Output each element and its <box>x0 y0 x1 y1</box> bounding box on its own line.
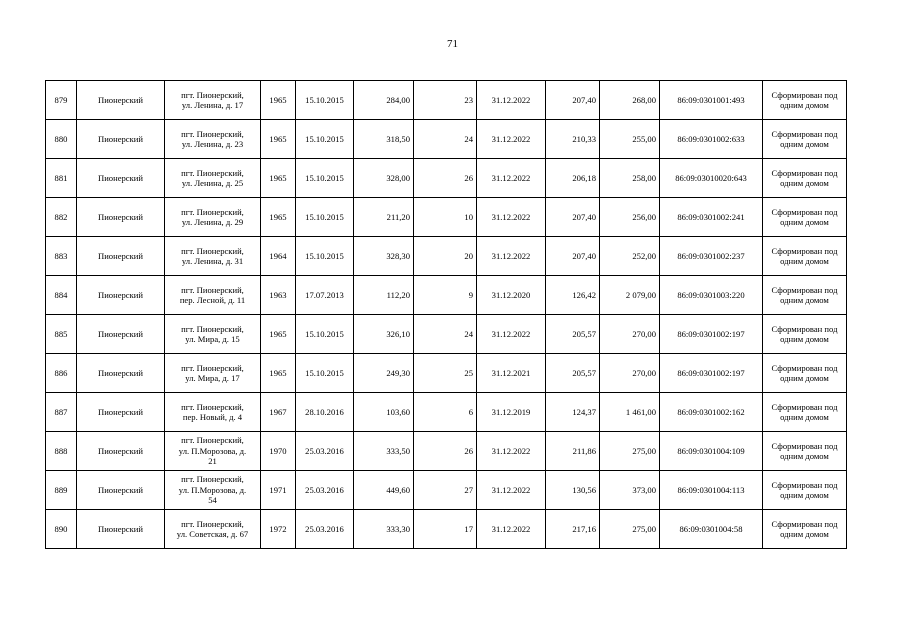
address-line: пгт. Пионерский, <box>181 435 244 446</box>
address-cell <box>165 393 261 432</box>
area-cell: 449,60 <box>354 471 414 510</box>
cadastral-number-cell: 86:09:0301001:493 <box>660 81 763 120</box>
cadastral-number-cell: 86:09:0301002:162 <box>660 393 763 432</box>
settlement-cell: Пионерский <box>77 81 165 120</box>
cadastral-number-cell: 86:09:0301004:58 <box>660 510 763 549</box>
settlement-cell: Пионерский <box>77 198 165 237</box>
deadline-cell: 31.12.2019 <box>477 393 546 432</box>
settlement-cell: Пионерский <box>77 393 165 432</box>
decision-date-cell: 25.03.2016 <box>296 510 354 549</box>
decision-date-cell: 25.03.2016 <box>296 432 354 471</box>
row-number-cell: 888 <box>46 432 77 471</box>
decision-date-cell: 15.10.2015 <box>296 198 354 237</box>
land-status-cell: Сформирован под одним домом <box>763 198 847 237</box>
table-row <box>46 120 847 159</box>
cost-cell: 130,56 <box>546 471 600 510</box>
table-row <box>46 315 847 354</box>
cost-cell: 206,18 <box>546 159 600 198</box>
build-year-cell: 1970 <box>261 432 296 471</box>
residents-cell: 23 <box>414 81 477 120</box>
land-value-cell: 268,00 <box>600 81 660 120</box>
cadastral-number-cell: 86:09:0301004:113 <box>660 471 763 510</box>
area-cell: 284,00 <box>354 81 414 120</box>
address-line: пгт. Пионерский, <box>181 245 244 256</box>
address-cell <box>165 432 261 471</box>
deadline-cell: 31.12.2022 <box>477 81 546 120</box>
address-line: пгт. Пионерский, <box>181 284 244 295</box>
decision-date-cell: 28.10.2016 <box>296 393 354 432</box>
row-number-cell: 886 <box>46 354 77 393</box>
settlement-cell: Пионерский <box>77 471 165 510</box>
registry-body <box>46 81 847 549</box>
build-year-cell: 1963 <box>261 276 296 315</box>
land-status-cell: Сформирован под одним домом <box>763 276 847 315</box>
row-number-cell: 884 <box>46 276 77 315</box>
deadline-cell: 31.12.2022 <box>477 432 546 471</box>
land-status-cell: Сформирован под одним домом <box>763 471 847 510</box>
settlement-cell: Пионерский <box>77 237 165 276</box>
land-status-cell: Сформирован под одним домом <box>763 510 847 549</box>
cost-cell: 210,33 <box>546 120 600 159</box>
settlement-cell: Пионерский <box>77 354 165 393</box>
area-cell: 328,30 <box>354 237 414 276</box>
table-row <box>46 432 847 471</box>
land-value-cell: 275,00 <box>600 432 660 471</box>
land-value-cell: 270,00 <box>600 315 660 354</box>
residents-cell: 25 <box>414 354 477 393</box>
address-line: пер. Новый, д. 4 <box>182 412 243 422</box>
land-value-cell: 256,00 <box>600 198 660 237</box>
deadline-cell: 31.12.2021 <box>477 354 546 393</box>
cadastral-number-cell: 86:09:0301002:197 <box>660 354 763 393</box>
land-value-cell: 1 461,00 <box>600 393 660 432</box>
table-row <box>46 471 847 510</box>
address-line: ул. Советская, д. 67 <box>176 529 249 539</box>
row-number-cell: 881 <box>46 159 77 198</box>
decision-date-cell: 15.10.2015 <box>296 354 354 393</box>
residents-cell: 24 <box>414 120 477 159</box>
address-line: ул. Ленина, д. 31 <box>181 256 244 266</box>
build-year-cell: 1965 <box>261 354 296 393</box>
decision-date-cell: 15.10.2015 <box>296 159 354 198</box>
residents-cell: 10 <box>414 198 477 237</box>
deadline-cell: 31.12.2022 <box>477 315 546 354</box>
address-line: пгт. Пионерский, <box>181 89 244 100</box>
address-line: ул. Ленина, д. 29 <box>181 217 244 227</box>
row-number-cell: 882 <box>46 198 77 237</box>
row-number-cell: 889 <box>46 471 77 510</box>
decision-date-cell: 15.10.2015 <box>296 237 354 276</box>
table-row <box>46 159 847 198</box>
table-row <box>46 354 847 393</box>
address-cell <box>165 237 261 276</box>
land-status-cell: Сформирован под одним домом <box>763 237 847 276</box>
residents-cell: 27 <box>414 471 477 510</box>
cadastral-number-cell: 86:09:0301002:197 <box>660 315 763 354</box>
cost-cell: 205,57 <box>546 315 600 354</box>
address-line: ул. Ленина, д. 23 <box>181 139 244 149</box>
address-cell <box>165 510 261 549</box>
land-status-cell: Сформирован под одним домом <box>763 120 847 159</box>
land-status-cell: Сформирован под одним домом <box>763 159 847 198</box>
address-cell <box>165 81 261 120</box>
address-line: ул. Мира, д. 17 <box>185 373 240 383</box>
land-value-cell: 275,00 <box>600 510 660 549</box>
address-line: пгт. Пионерский, <box>181 167 244 178</box>
cadastral-number-cell: 86:09:0301002:241 <box>660 198 763 237</box>
build-year-cell: 1965 <box>261 120 296 159</box>
land-value-cell: 2 079,00 <box>600 276 660 315</box>
address-line: 54 <box>208 495 217 506</box>
build-year-cell: 1964 <box>261 237 296 276</box>
address-line: ул. Ленина, д. 25 <box>181 178 244 188</box>
deadline-cell: 31.12.2022 <box>477 198 546 237</box>
address-line: пгт. Пионерский, <box>181 362 244 373</box>
table-row <box>46 237 847 276</box>
residents-cell: 17 <box>414 510 477 549</box>
address-line: ул. П.Морозова, д. <box>178 445 247 456</box>
settlement-cell: Пионерский <box>77 315 165 354</box>
build-year-cell: 1965 <box>261 198 296 237</box>
settlement-cell: Пионерский <box>77 120 165 159</box>
land-status-cell: Сформирован под одним домом <box>763 432 847 471</box>
decision-date-cell: 25.03.2016 <box>296 471 354 510</box>
build-year-cell: 1971 <box>261 471 296 510</box>
area-cell: 318,50 <box>354 120 414 159</box>
area-cell: 211,20 <box>354 198 414 237</box>
address-line: пгт. Пионерский, <box>181 401 244 412</box>
build-year-cell: 1965 <box>261 159 296 198</box>
land-status-cell: Сформирован под одним домом <box>763 393 847 432</box>
cost-cell: 207,40 <box>546 81 600 120</box>
settlement-cell: Пионерский <box>77 432 165 471</box>
address-line: пгт. Пионерский, <box>181 518 244 529</box>
cost-cell: 211,86 <box>546 432 600 471</box>
address-cell <box>165 159 261 198</box>
address-line: ул. П.Морозова, д. <box>178 484 247 495</box>
cost-cell: 217,16 <box>546 510 600 549</box>
cadastral-number-cell: 86:09:0301003:220 <box>660 276 763 315</box>
cost-cell: 205,57 <box>546 354 600 393</box>
land-status-cell: Сформирован под одним домом <box>763 354 847 393</box>
table-row <box>46 510 847 549</box>
address-line: пгт. Пионерский, <box>181 128 244 139</box>
build-year-cell: 1972 <box>261 510 296 549</box>
cost-cell: 126,42 <box>546 276 600 315</box>
residents-cell: 26 <box>414 159 477 198</box>
area-cell: 103,60 <box>354 393 414 432</box>
land-value-cell: 373,00 <box>600 471 660 510</box>
decision-date-cell: 15.10.2015 <box>296 120 354 159</box>
address-line: пер. Лесной, д. 11 <box>179 295 246 305</box>
address-line: 21 <box>208 456 217 467</box>
area-cell: 333,50 <box>354 432 414 471</box>
area-cell: 333,30 <box>354 510 414 549</box>
cost-cell: 207,40 <box>546 198 600 237</box>
settlement-cell: Пионерский <box>77 159 165 198</box>
settlement-cell: Пионерский <box>77 276 165 315</box>
table-row <box>46 393 847 432</box>
cadastral-number-cell: 86:09:0301004:109 <box>660 432 763 471</box>
land-status-cell: Сформирован под одним домом <box>763 81 847 120</box>
residents-cell: 6 <box>414 393 477 432</box>
land-value-cell: 252,00 <box>600 237 660 276</box>
decision-date-cell: 15.10.2015 <box>296 81 354 120</box>
row-number-cell: 890 <box>46 510 77 549</box>
deadline-cell: 31.12.2022 <box>477 471 546 510</box>
deadline-cell: 31.12.2022 <box>477 510 546 549</box>
area-cell: 326,10 <box>354 315 414 354</box>
residents-cell: 26 <box>414 432 477 471</box>
cadastral-number-cell: 86:09:0301002:633 <box>660 120 763 159</box>
cadastral-number-cell: 86:09:0301002:237 <box>660 237 763 276</box>
address-line: ул. Ленина, д. 17 <box>181 100 244 110</box>
area-cell: 328,00 <box>354 159 414 198</box>
residents-cell: 9 <box>414 276 477 315</box>
address-line: пгт. Пионерский, <box>181 323 244 334</box>
address-cell <box>165 471 261 510</box>
deadline-cell: 31.12.2022 <box>477 159 546 198</box>
table-row <box>46 198 847 237</box>
build-year-cell: 1965 <box>261 81 296 120</box>
land-value-cell: 258,00 <box>600 159 660 198</box>
settlement-cell: Пионерский <box>77 510 165 549</box>
row-number-cell: 883 <box>46 237 77 276</box>
build-year-cell: 1965 <box>261 315 296 354</box>
address-cell <box>165 120 261 159</box>
area-cell: 112,20 <box>354 276 414 315</box>
build-year-cell: 1967 <box>261 393 296 432</box>
address-line: пгт. Пионерский, <box>181 206 244 217</box>
row-number-cell: 887 <box>46 393 77 432</box>
row-number-cell: 885 <box>46 315 77 354</box>
cost-cell: 207,40 <box>546 237 600 276</box>
residents-cell: 24 <box>414 315 477 354</box>
deadline-cell: 31.12.2022 <box>477 237 546 276</box>
address-cell <box>165 276 261 315</box>
residents-cell: 20 <box>414 237 477 276</box>
page-number: 71 <box>447 38 458 50</box>
registry-table <box>45 80 847 549</box>
row-number-cell: 880 <box>46 120 77 159</box>
cost-cell: 124,37 <box>546 393 600 432</box>
land-value-cell: 270,00 <box>600 354 660 393</box>
address-cell <box>165 354 261 393</box>
address-line: ул. Мира, д. 15 <box>185 334 240 344</box>
land-value-cell: 255,00 <box>600 120 660 159</box>
row-number-cell: 879 <box>46 81 77 120</box>
deadline-cell: 31.12.2022 <box>477 120 546 159</box>
address-cell <box>165 315 261 354</box>
land-status-cell: Сформирован под одним домом <box>763 315 847 354</box>
address-cell <box>165 198 261 237</box>
area-cell: 249,30 <box>354 354 414 393</box>
cadastral-number-cell: 86:09:03010020:643 <box>660 159 763 198</box>
address-line: пгт. Пионерский, <box>181 474 244 485</box>
table-row <box>46 276 847 315</box>
decision-date-cell: 15.10.2015 <box>296 315 354 354</box>
decision-date-cell: 17.07.2013 <box>296 276 354 315</box>
table-row <box>46 81 847 120</box>
deadline-cell: 31.12.2020 <box>477 276 546 315</box>
